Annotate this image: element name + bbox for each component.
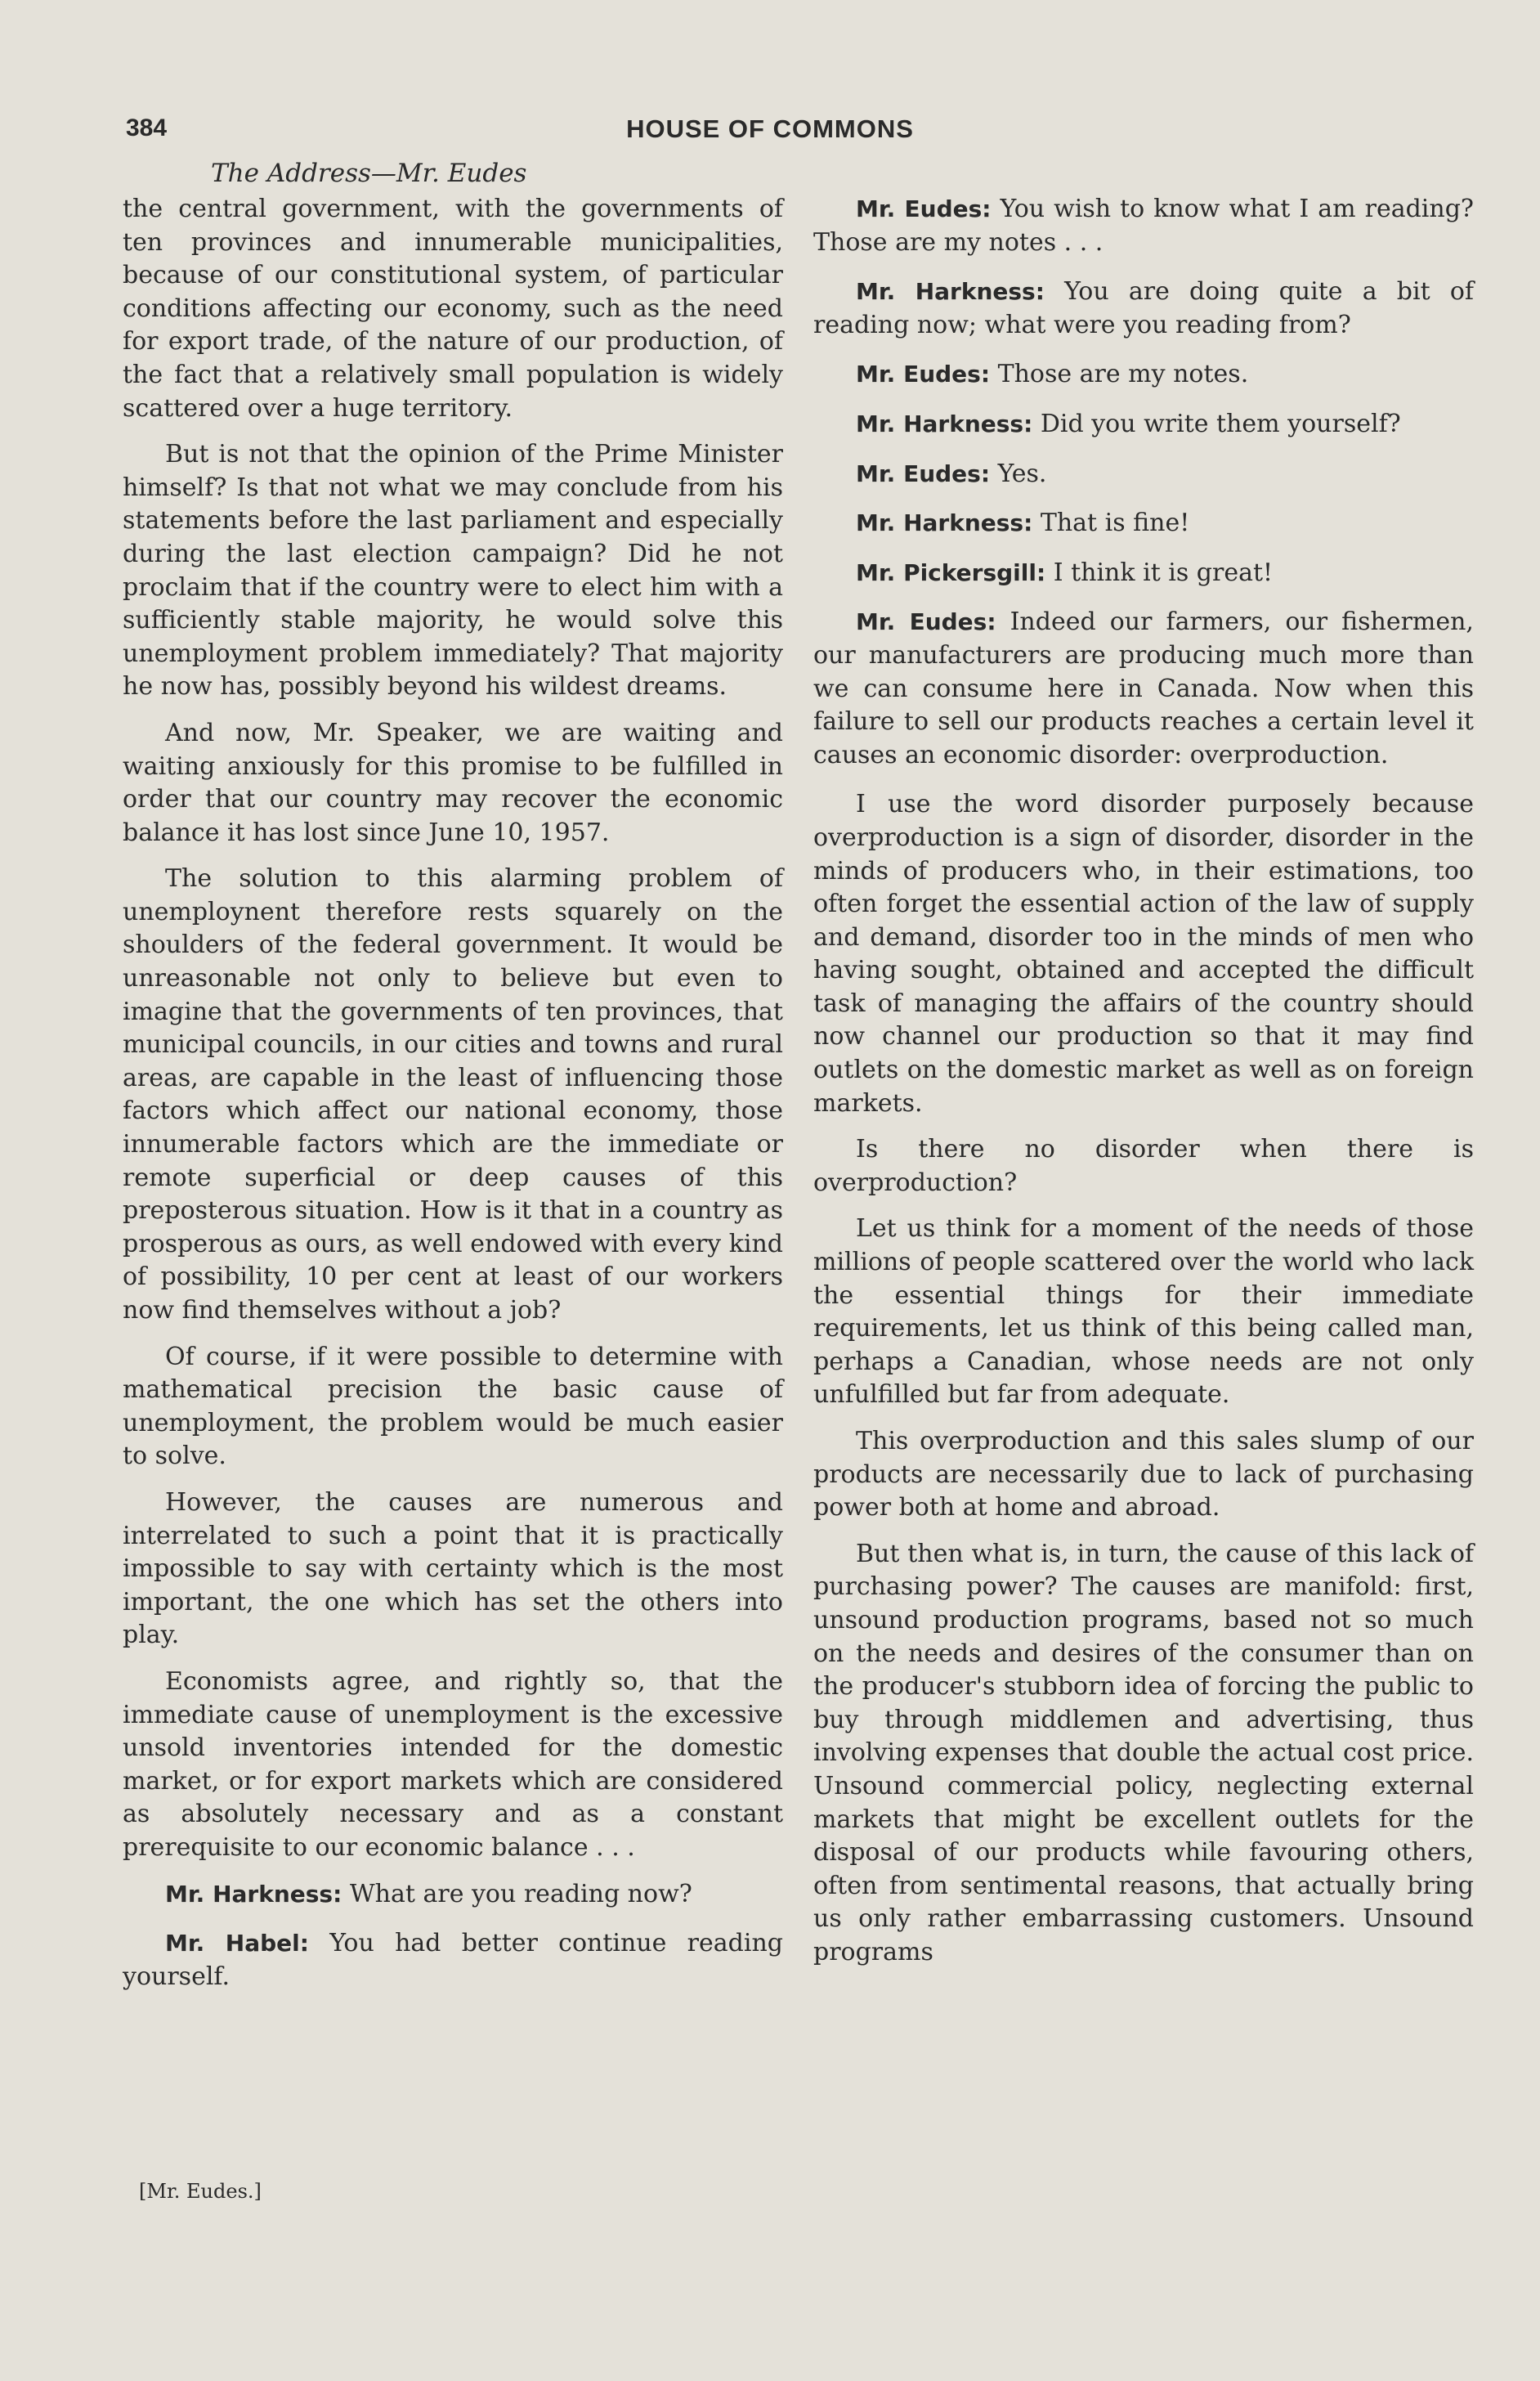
paragraph-text: Those are my notes. [997, 360, 1249, 389]
speaker-name: Mr. Harkness: [165, 1880, 342, 1908]
paragraph [123, 193, 783, 425]
speaker-name: Mr. Eudes: [856, 460, 991, 487]
paragraph [813, 1538, 1474, 1970]
right-column [813, 193, 1474, 1983]
speaker-name: Mr. Eudes: [856, 361, 991, 388]
dialogue-paragraph [813, 458, 1474, 491]
dialogue-paragraph [123, 1878, 783, 1912]
paragraph-text: I use the word disorder purposely because overproduction is a sign of disorder, disorder in the minds of producers who, in their estimations, too often forget the essential action of the law of supply and demand, disorder too in the minds of men who having sought, obtained and accepted the difficult task of managing the affairs of the country should now channel our production so that it may find outlets on the domestic market as well as on foreign markets. [813, 790, 1474, 1118]
paragraph [123, 863, 783, 1327]
paragraph-text: Indeed our farmers, our fishermen, our manufacturers are producing much more than we can consume here in Canada. Now when this failure to sell our products reaches a certain level it causes an economic disorder: overproduction. [813, 608, 1474, 769]
dialogue-paragraph [813, 507, 1474, 540]
paragraph-text: This overproduction and this sales slump of our products are necessarily due to lack of purchasing power both at home and abroad. [813, 1427, 1474, 1522]
paragraph-text: Of course, if it were possible to determine with mathematical precision the basic cause of unemployment, the problem would be much easier to solve. [123, 1342, 783, 1471]
page-number: 384 [126, 114, 168, 141]
speaker-name: Mr. Harkness: [856, 278, 1045, 306]
dialogue-paragraph [813, 276, 1474, 342]
paragraph-text: Did you write them yourself? [1040, 409, 1401, 438]
paragraph-text: the central government, with the governments of ten provinces and innumerable municipalities, because of our constitutional system, of particular conditions affecting our economy, such as the need for export trade, of the nature of our production, of the fact that a relatively small population is widely scattered over a huge territory. [123, 195, 783, 423]
dialogue-paragraph [813, 358, 1474, 392]
dialogue-paragraph [813, 408, 1474, 442]
paragraph [123, 438, 783, 704]
dialogue-paragraph [123, 1927, 783, 1993]
running-title: HOUSE OF COMMONS [626, 114, 914, 143]
footer-speaker-note: [Mr. Eudes.] [139, 2180, 262, 2203]
dialogue-paragraph [813, 193, 1474, 259]
paragraph [813, 1133, 1474, 1199]
dialogue-paragraph [813, 557, 1474, 590]
left-column [123, 193, 783, 2010]
paragraph-text: I think it is great! [1053, 558, 1274, 587]
paragraph [123, 1486, 783, 1652]
paragraph [813, 788, 1474, 1120]
paragraph-text: Is there no disorder when there is overproduction? [813, 1135, 1474, 1197]
paragraph-text: You wish to know what I am reading? Those are my notes . . . [813, 195, 1474, 257]
paragraph [123, 1341, 783, 1473]
paragraph-text: But is not that the opinion of the Prime Minister himself? Is that not what we may conclude from his statements before the last parliament and especially during the last election campaign? Did he not proclaim that if the country were to elect him with a sufficiently stable majority, he would solve this unemployment problem immediately? That majority he now has, possibly beyond his wildest dreams. [123, 440, 783, 702]
speaker-name: Mr. Eudes: [856, 608, 996, 636]
speaker-name: Mr. Harkness: [856, 410, 1033, 437]
paragraph [123, 1666, 783, 1865]
speaker-name: Mr. Pickersgill: [856, 558, 1046, 586]
speaker-name: Mr. Habel: [165, 1930, 309, 1957]
paragraph-text: But then what is, in turn, the cause of this lack of purchasing power? The causes are manifold: first, unsound production programs, based not so much on the needs and desires of the consumer than on the producer's stubborn idea of forcing the public to buy through middlemen and advertising, thus involving expenses that double the actual cost price. Unsound commercial policy, neglecting external markets that might be excellent outlets for the disposal of our products while favouring others, often from sentimental reasons, that actually bring us only rather embarrassing customers. Unsound programs [813, 1539, 1474, 1966]
paragraph [813, 1213, 1474, 1412]
dialogue-paragraph [813, 606, 1474, 772]
speaker-name: Mr. Harkness: [856, 509, 1033, 537]
section-subheading: The Address—Mr. Eudes [211, 159, 527, 188]
paragraph-text: And now, Mr. Speaker, we are waiting and waiting anxiously for this promise to be fulfilled in order that our country may recover the economic balance it has lost since June 10, 1957. [123, 718, 783, 847]
paragraph-text: You had better continue reading yourself. [123, 1929, 783, 1991]
paragraph-text: Economists agree, and rightly so, that the immediate cause of unemployment is the excessive unsold inventories intended for the domestic market, or for export markets which are considered as absolutely necessary and as a constant prerequisite to our economic balance . . . [123, 1666, 783, 1862]
page-header [0, 114, 1540, 155]
speaker-name: Mr. Eudes: [856, 195, 992, 222]
paragraph-text: The solution to this alarming problem of unemploynent therefore rests squarely on the shoulders of the federal government. It would be unreasonable not only to believe but even to imagine that the governments of ten provinces, that municipal councils, in our cities and towns and rural areas, are capable in the least of influencing those factors which affect our national economy, those innumerable factors which are the immediate or remote superficial or deep causes of this preposterous situation. How is it that in a country as prosperous as ours, as well endowed with every kind of possibility, 10 per cent at least of our workers now find themselves without a job? [123, 864, 783, 1325]
paragraph [123, 717, 783, 850]
paragraph-text: Let us think for a moment of the needs of those millions of people scattered over the world who lack the essential things for their immediate requirements, let us think of this being called man, perhaps a Canadian, whose needs are not only unfulfilled but far from adequate. [813, 1214, 1474, 1410]
paragraph-text: What are you reading now? [349, 1879, 692, 1908]
paragraph-text: You are doing quite a bit of reading now; what were you reading from? [813, 277, 1474, 339]
paragraph-text: However, the causes are numerous and interrelated to such a point that it is practically impossible to say with certainty which is the most important, the one which has set the others into play. [123, 1487, 783, 1650]
paragraph [813, 1425, 1474, 1525]
paragraph-text: That is fine! [1040, 509, 1190, 538]
paragraph-text: Yes. [997, 459, 1047, 488]
